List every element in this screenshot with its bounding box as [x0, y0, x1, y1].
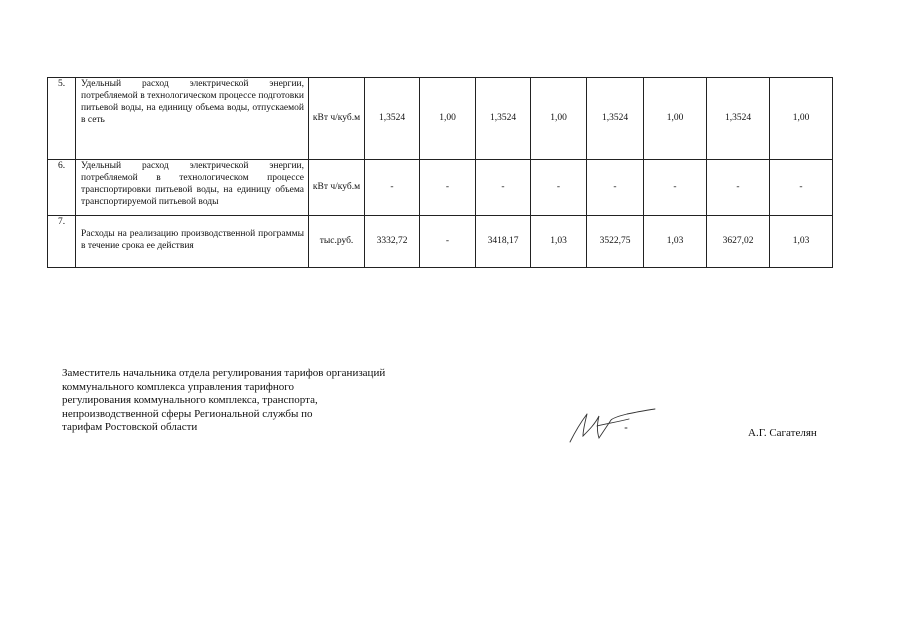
value-cell: 3418,17	[476, 216, 531, 268]
position-line: коммунального комплекса управления тарифного	[62, 380, 294, 393]
table-row	[48, 78, 833, 160]
position-line: непроизводственной сферы Региональной службы по	[62, 407, 313, 420]
value-cell: -	[587, 160, 644, 216]
row-unit: кВт ч/куб.м	[309, 78, 365, 160]
value-cell: 1,00	[770, 78, 833, 160]
tariff-table	[47, 77, 833, 268]
value-cell: 3627,02	[707, 216, 770, 268]
value-cell: 1,00	[420, 78, 476, 160]
value-cell: 1,00	[644, 78, 707, 160]
value-cell: -	[770, 160, 833, 216]
value-cell: -	[644, 160, 707, 216]
value-cell: -	[365, 160, 420, 216]
row-number: 6.	[48, 160, 76, 216]
value-cell: 1,00	[531, 78, 587, 160]
row-description: Расходы на реализацию производственной программы в течение срока ее действия	[76, 216, 309, 268]
value-cell: -	[476, 160, 531, 216]
table-row	[48, 160, 833, 216]
signer-name: А.Г. Сагателян	[748, 427, 817, 439]
row-unit: тыс.руб.	[309, 216, 365, 268]
row-unit: кВт ч/куб.м	[309, 160, 365, 216]
value-cell: 1,03	[531, 216, 587, 268]
position-line: Заместитель начальника отдела регулирования тарифов организаций	[62, 367, 386, 379]
value-cell: 1,3524	[365, 78, 420, 160]
value-cell: -	[707, 160, 770, 216]
value-cell: 1,3524	[707, 78, 770, 160]
value-cell: 1,03	[644, 216, 707, 268]
row-number: 5.	[48, 78, 76, 160]
row-description: Удельный расход электрической энергии, потребляемой в технологическом процессе подготовки питьевой воды, на единицу объема воды, отпускаемой в сеть	[76, 78, 309, 160]
position-line: регулирования коммунального комплекса, транспорта,	[62, 394, 318, 407]
value-cell: -	[531, 160, 587, 216]
value-cell: 1,03	[770, 216, 833, 268]
signatory-position	[62, 367, 462, 435]
value-cell: -	[420, 160, 476, 216]
row-number: 7.	[48, 216, 76, 268]
position-line: тарифам Ростовской области	[62, 421, 198, 434]
value-cell: 1,3524	[476, 78, 531, 160]
value-cell: 3522,75	[587, 216, 644, 268]
table-row	[48, 216, 833, 268]
value-cell: 1,3524	[587, 78, 644, 160]
value-cell: -	[420, 216, 476, 268]
row-description: Удельный расход электрической энергии, потребляемой в технологическом процессе транспортировки питьевой воды, на единицу объема транспортируемой питьевой воды	[76, 160, 309, 216]
handwritten-signature	[567, 404, 659, 446]
value-cell: 3332,72	[365, 216, 420, 268]
